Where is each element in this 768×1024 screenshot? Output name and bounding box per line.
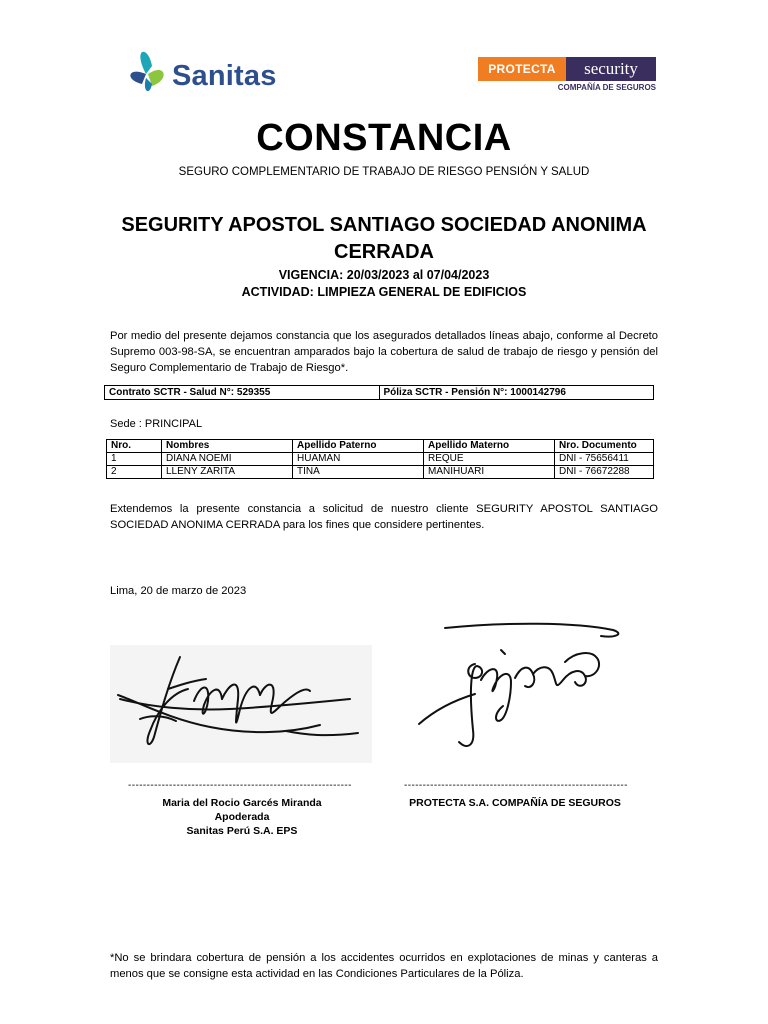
signer-right-org: PROTECTA S.A. COMPAÑÍA DE SEGUROS [409,797,621,809]
footnote: *No se brindara cobertura de pensión a los accidentes ocurridos en explotaciones de minas y canteras a menos que se consigne esta actividad en las Condiciones Particulares de la Póliza. [110,952,658,980]
sede-label: Sede : PRINCIPAL [110,418,203,430]
protecta-security-logo [478,57,656,95]
protecta-subtitle: COMPAÑÍA DE SEGUROS [557,83,656,92]
contract-table [104,385,654,400]
poliza-pension-cell: Póliza SCTR - Pensión N°: 1000142796 [379,386,654,400]
vigencia-line: VIGENCIA: 20/03/2023 al 07/04/2023 [278,268,490,282]
signer-left-role: Apoderada [214,811,270,823]
header-nombres: Nombres [162,440,293,453]
cell-nro-documento: DNI - 75656411 [555,453,654,466]
closing-paragraph: Extendemos la presente constancia a solicitud de nuestro cliente SEGURITY APOSTOL SANTIAGO SOCIEDAD ANONIMA CERRADA para los fines que considere pertinentes. [110,503,658,531]
cell-nro: 2 [107,466,162,479]
company-name: SEGURITY APOSTOL SANTIAGO SOCIEDAD ANONIMA CERRADA [121,214,647,263]
cell-nombres: LLENY ZARITA [162,466,293,479]
sanitas-wordmark: Sanitas [172,60,277,92]
signature-line-right: ------------------------------------------------------------ [404,780,628,791]
intro-paragraph: Por medio del presente dejamos constancia que los asegurados detallados líneas abajo, conforme al Decreto Supremo 003-98-SA, se encuentran amparados bajo la cobertura de salud de trabajo de riesgo y pensión del Seguro Complementario de Trabajo de Riesgo*. [110,330,658,374]
insured-table [106,439,654,479]
table-header-row [107,440,654,453]
signer-left-org: Sanitas Perú S.A. EPS [186,825,298,837]
header-nro: Nro. [107,440,162,453]
cell-apellido-materno: MANIHUARI [424,466,555,479]
table-row [107,466,654,479]
cell-apellido-paterno: TINA [293,466,424,479]
document-title: CONSTANCIA [256,117,512,159]
cell-nro-documento: DNI - 76672288 [555,466,654,479]
left-handwritten-signature [110,645,372,763]
signer-left-block [128,796,356,838]
table-row [107,453,654,466]
signer-left-name: Maria del Rocio Garcés Miranda [162,797,322,809]
cell-nro: 1 [107,453,162,466]
cell-apellido-materno: REQUE [424,453,555,466]
sanitas-butterfly-icon [122,44,172,100]
header-apellido-paterno: Apellido Paterno [293,440,424,453]
header-apellido-materno: Apellido Materno [424,440,555,453]
right-handwritten-signature [415,620,637,760]
place-date: Lima, 20 de marzo de 2023 [110,585,247,597]
protecta-label: PROTECTA [478,57,566,81]
signature-line-left: ------------------------------------------------------------ [128,780,352,791]
security-label: security [566,57,656,81]
cell-apellido-paterno: HUAMAN [293,453,424,466]
document-subtitle: SEGURO COMPLEMENTARIO DE TRABAJO DE RIESGO PENSIÓN Y SALUD [178,166,590,178]
actividad-line: ACTIVIDAD: LIMPIEZA GENERAL DE EDIFICIOS [241,285,527,299]
cell-nombres: DIANA NOEMI [162,453,293,466]
signer-right-block [395,796,635,810]
contract-salud-cell: Contrato SCTR - Salud N°: 529355 [105,386,380,400]
header-nro-documento: Nro. Documento [555,440,654,453]
